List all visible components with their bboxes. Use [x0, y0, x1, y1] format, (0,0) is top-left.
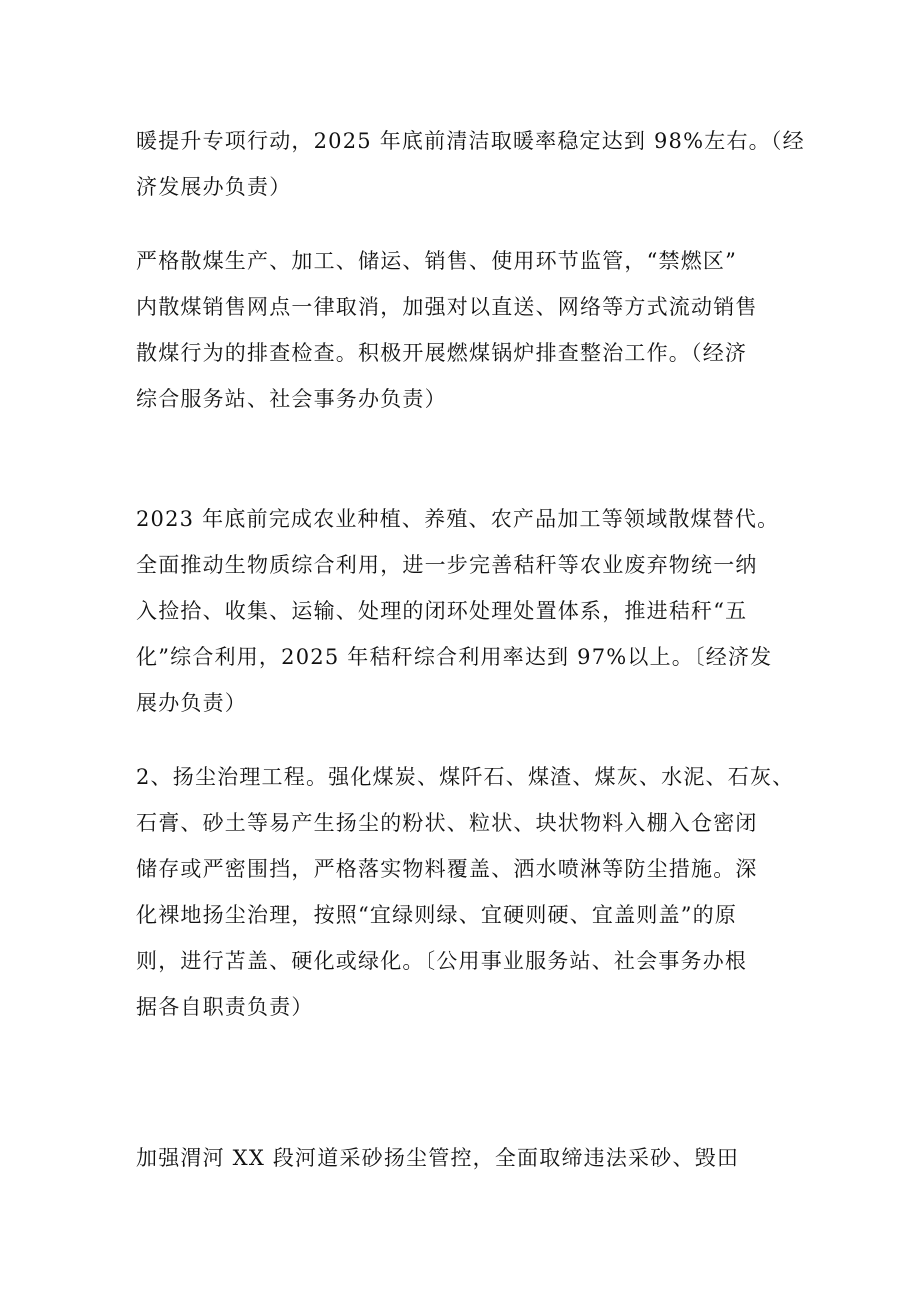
text-line: 入捡拾、收集、运输、处理的闭环处理处置体系，推进秸秆“五 [136, 599, 748, 623]
text-line: 严格散煤生产、加工、储运、销售、使用环节监管，“禁燃区” [136, 249, 738, 273]
text-line: 化裸地扬尘治理，按照“宜绿则绿、宜硬则硬、宜盖则盖”的原 [136, 903, 738, 927]
text-line: 2023 年底前完成农业种植、养殖、农产品加工等领域散煤替代。 [136, 507, 780, 531]
text-line: 加强渭河 XX 段河道采砂扬尘管控，全面取缔违法采砂、毁田 [136, 1146, 740, 1170]
paragraph-river-sand-mining [136, 1135, 796, 1181]
paragraph-agricultural-coal-replacement [136, 496, 796, 726]
text-line: 综合服务站、社会事务办负责） [136, 387, 447, 411]
text-line: 内散煤销售网点一律取消，加强对以直送、网络等方式流动销售 [136, 295, 758, 319]
text-line: 2、扬尘治理工程。强化煤炭、煤阡石、煤渣、煤灰、水泥、石灰、 [136, 765, 795, 789]
text-line: 则，进行苫盖、硬化或绿化。〔公用事业服务站、社会事务办根 [136, 949, 748, 973]
paragraph-loose-coal-supervision [136, 238, 796, 422]
text-line: 全面推动生物质综合利用，进一步完善秸秆等农业废弃物统一纳 [136, 553, 758, 577]
text-line: 展办负责） [136, 691, 247, 715]
text-line: 暖提升专项行动，2025 年底前清洁取暖率稳定达到 98%左右。（经 [136, 129, 805, 153]
text-line: 散煤行为的排查检查。积极开展燃煤锅炉排查整治工作。（经济 [136, 341, 748, 365]
paragraph-dust-control-project [136, 754, 796, 1030]
text-line: 济发展办负责） [136, 175, 292, 199]
paragraph-clean-heating [136, 118, 805, 210]
text-line: 石膏、砂土等易产生扬尘的粉状、粒状、块状物料入棚入仓密闭 [136, 811, 758, 835]
text-line: 储存或严密围挡，严格落实物料覆盖、洒水喷淋等防尘措施。深 [136, 857, 758, 881]
text-line: 化”综合利用，2025 年秸秆综合利用率达到 97%以上。〔经济发 [136, 645, 773, 669]
text-line: 据各自职责负责） [136, 995, 314, 1019]
